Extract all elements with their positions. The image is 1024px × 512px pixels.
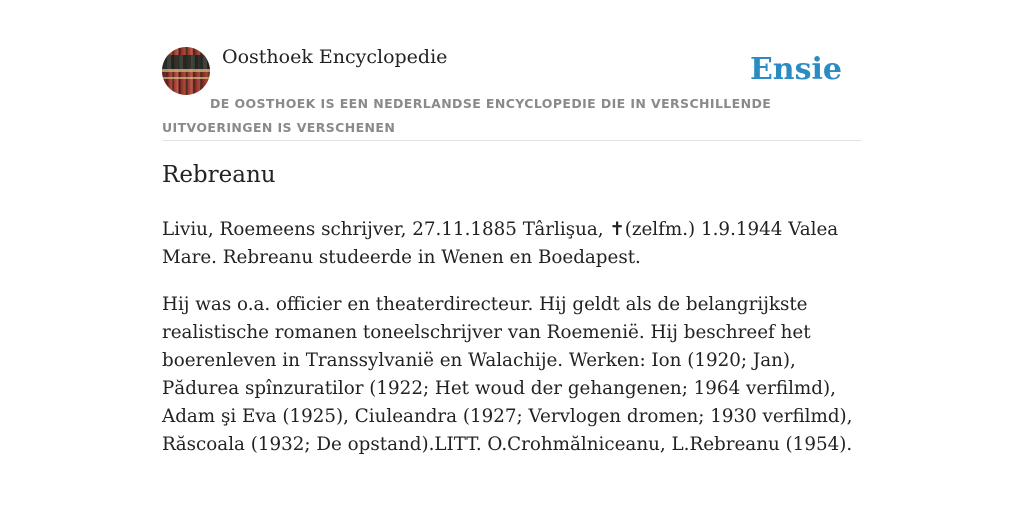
site-title-link[interactable]: Oosthoek Encyclopedie — [222, 46, 448, 68]
avatar-gold-band — [162, 69, 210, 72]
encyclopedia-avatar-icon[interactable] — [162, 47, 210, 95]
avatar-book-spines — [162, 55, 210, 69]
site-header — [162, 0, 862, 141]
page-container — [162, 0, 862, 455]
brand-logo-link[interactable]: Ensie — [749, 52, 842, 87]
entry-body — [162, 216, 862, 478]
avatar-gold-band-lower — [162, 77, 210, 79]
site-tagline: DE OOSTHOEK IS EEN NEDERLANDSE ENCYCLOPEDIE DIE IN VERSCHILLENDE UITVOERINGEN IS VERSCHENEN — [162, 96, 772, 135]
entry-title: Rebreanu — [162, 162, 276, 188]
entry-paragraph: Hij was o.a. officier en theaterdirecteur. Hij geldt als de belangrijkste realistische romanen toneelschrijver van Roemenië. Hij beschreef het boerenleven in Transsylvanië en Walachije. Werken: Ion (1920; Jan), Pădurea spînzuratilor (1922; Het woud der gehangenen; 1964 verfilmd), Adam şi Eva (1925), Ciuleandra (1927; Vervlogen dromen; 1930 verfilmd), Răscoala (1932; De opstand).LITT. O.Crohmălniceanu, L.Rebreanu (1954). — [162, 294, 853, 455]
entry-paragraph: Liviu, Roemeens schrijver, 27.11.1885 Târlişua, ✝(zelfm.) 1.9.1944 Valea Mare. Rebreanu studeerde in Wenen en Boedapest. — [162, 219, 839, 268]
